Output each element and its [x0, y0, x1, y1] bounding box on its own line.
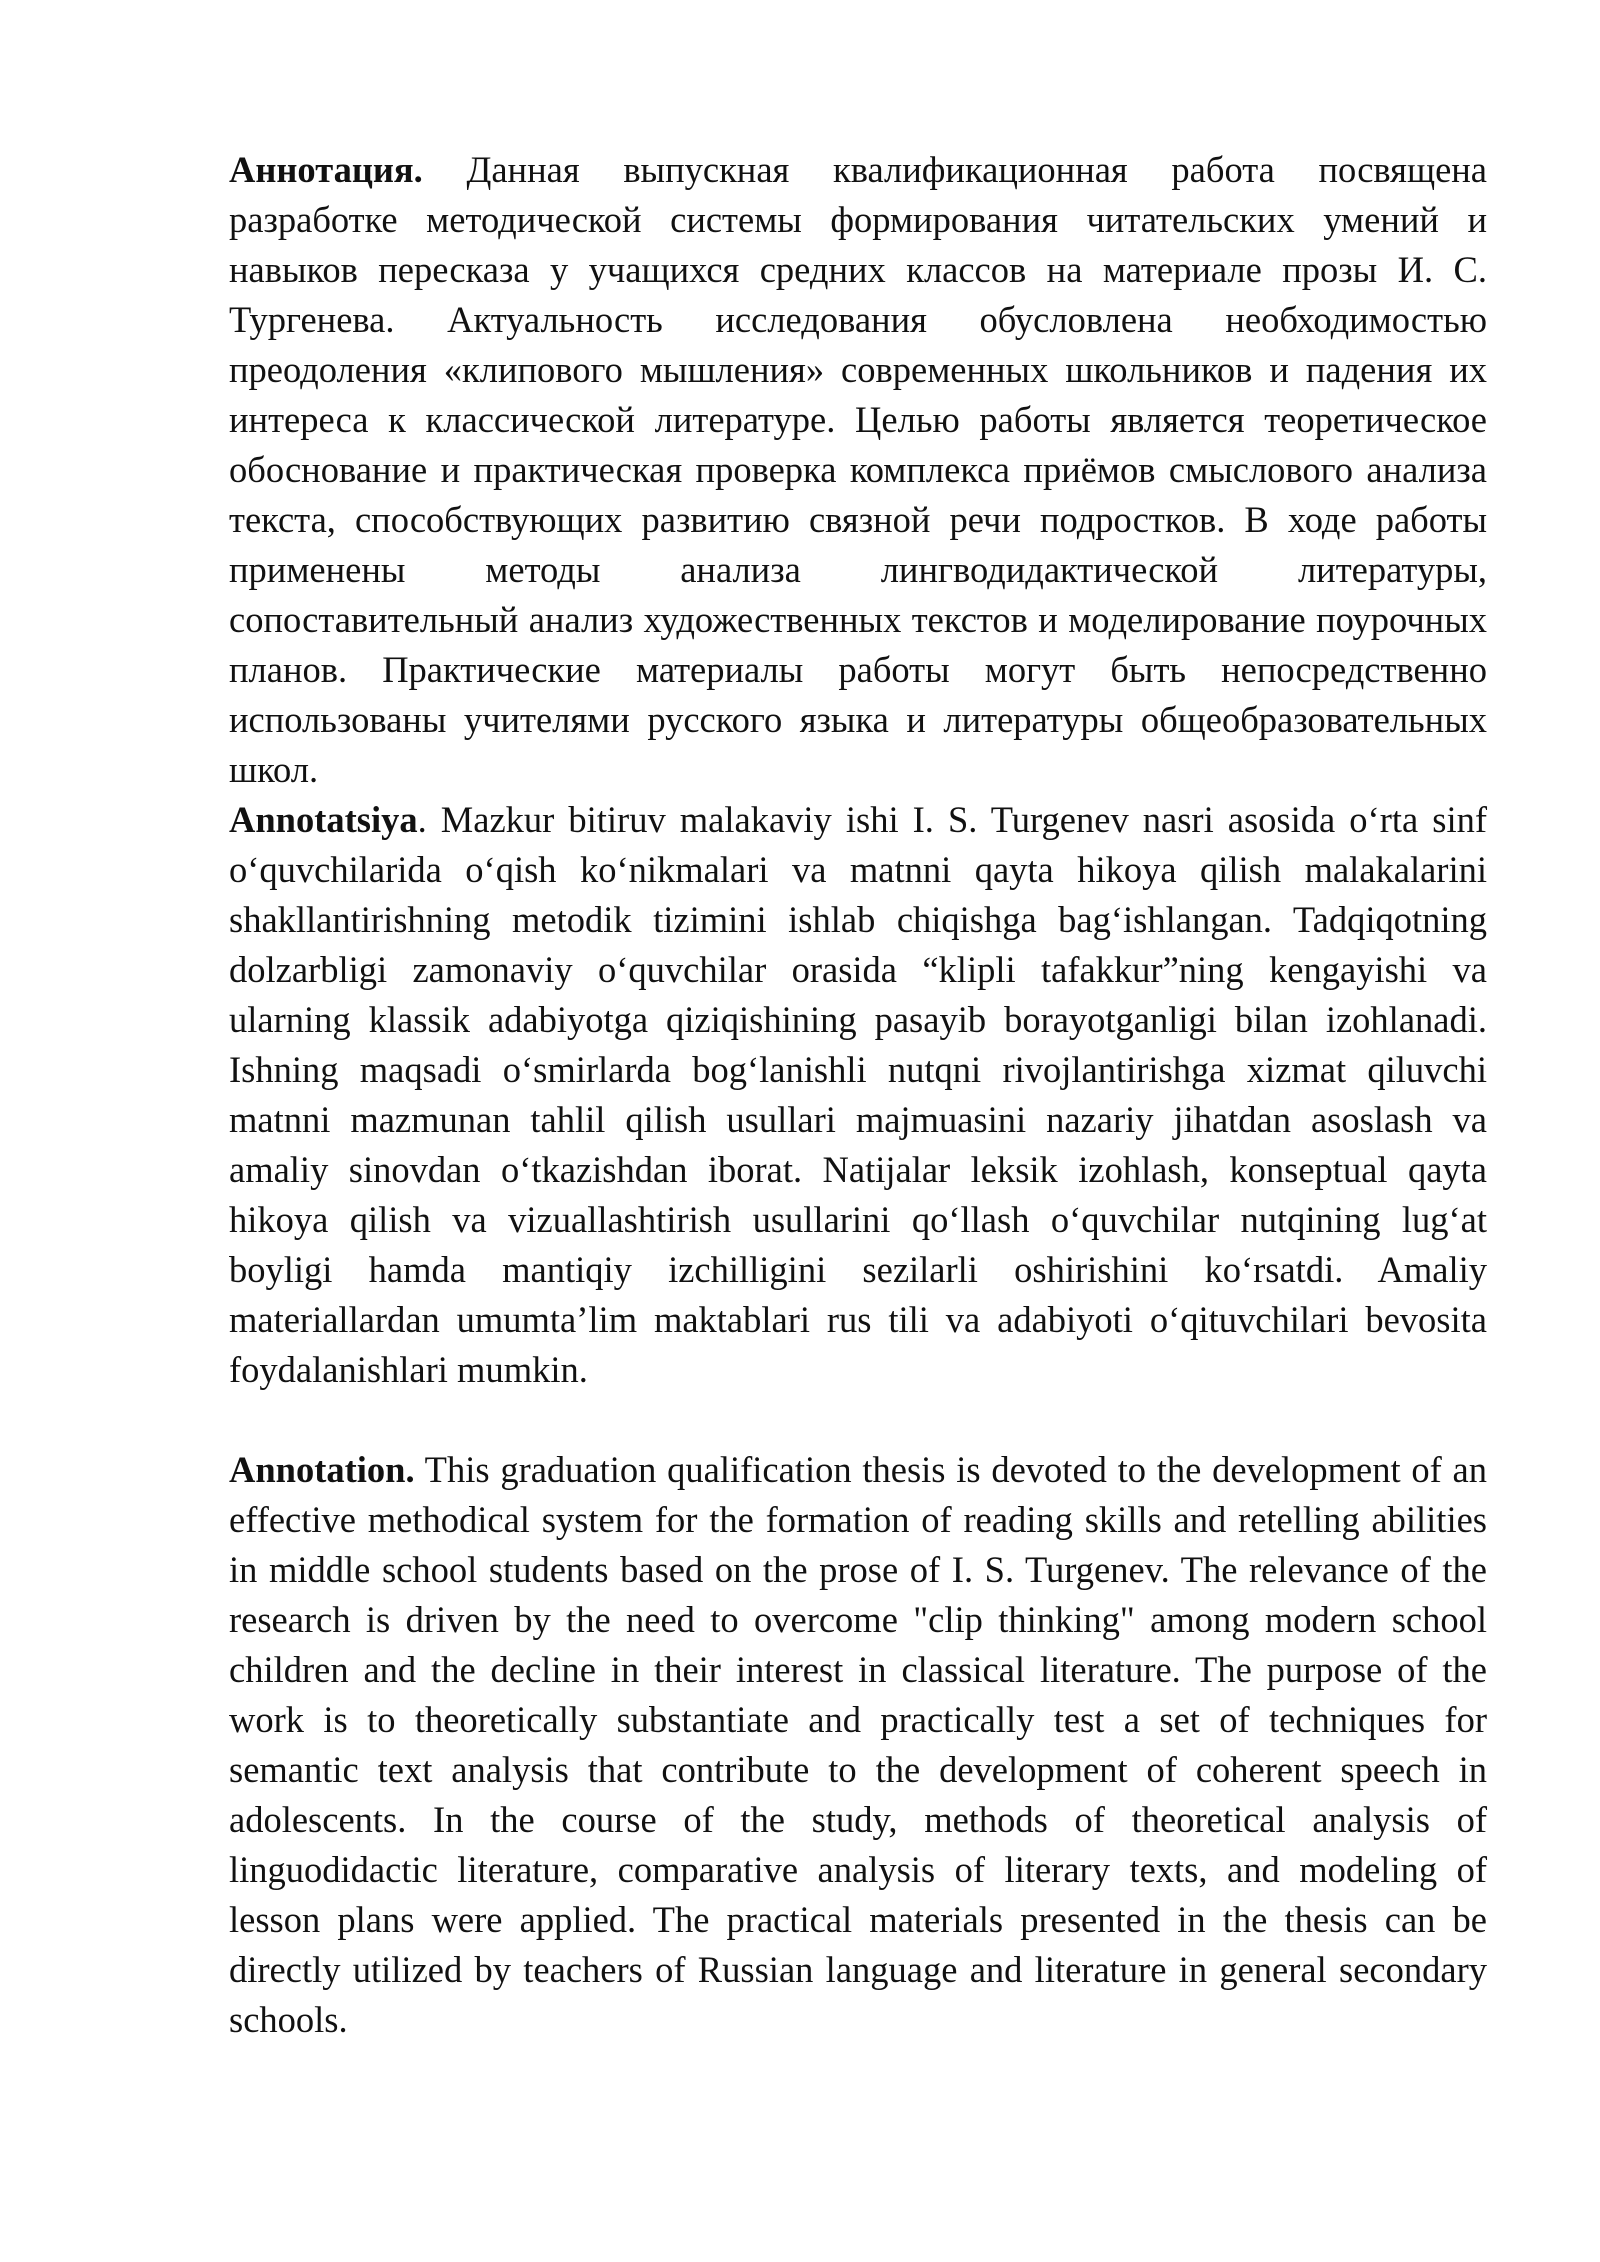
annotation-uzbek: [229, 795, 1487, 1395]
document-page: [229, 145, 1487, 2045]
annotation-english-heading: Annotation.: [229, 1449, 415, 1490]
annotation-russian: [229, 145, 1487, 795]
annotation-english: [229, 1445, 1487, 2045]
annotation-uzbek-heading: Annotatsiya: [229, 799, 418, 840]
paragraph-gap: [229, 1395, 1487, 1445]
annotation-uzbek-text: . Mazkur bitiruv malakaviy ishi I. S. Turgenev nasri asosida o‘rta sinf o‘quvchilarida o‘qish ko‘nikmalari va matnni qayta hikoya qilish malakalarini shakllantirishning metodik tizimini ishlab chiqishga bag‘ishlangan. Tadqiqotning dolzarbligi zamonaviy o‘quvchilar orasida “klipli tafakkur”ning kengayishi va ularning klassik adabiyotga qiziqishining pasayib borayotganligi bilan izohlanadi. Ishning maqsadi o‘smirlarda bog‘lanishli nutqni rivojlantirishga xizmat qiluvchi matnni mazmunan tahlil qilish usullari majmuasini nazariy jihatdan asoslash va amaliy sinovdan o‘tkazishdan iborat. Natijalar leksik izohlash, konseptual qayta hikoya qilish va vizuallashtirish usullarini qo‘llash o‘quvchilar nutqining lug‘at boyligi hamda mantiqiy izchilligini sezilarli oshirishini ko‘rsatdi. Amaliy materiallardan umumta’lim maktablari rus tili va adabiyoti o‘qituvchilari bevosita foydalanishlari mumkin.: [229, 799, 1487, 1390]
annotation-russian-heading: Аннотация.: [229, 149, 423, 190]
annotation-english-text: This graduation qualification thesis is devoted to the development of an effective methodical system for the formation of reading skills and retelling abilities in middle school students based on the prose of I. S. Turgenev. The relevance of the research is driven by the need to overcome "clip thinking" among modern school children and the decline in their interest in classical literature. The purpose of the work is to theoretically substantiate and practically test a set of techniques for semantic text analysis that contribute to the development of coherent speech in adolescents. In the course of the study, methods of theoretical analysis of linguodidactic literature, comparative analysis of literary texts, and modeling of lesson plans were applied. The practical materials presented in the thesis can be directly utilized by teachers of Russian language and literature in general secondary schools.: [229, 1449, 1487, 2040]
annotation-russian-text: Данная выпускная квалификационная работа посвящена разработке методической системы формирования читательских умений и навыков пересказа у учащихся средних классов на материале прозы И. С. Тургенева. Актуальность исследования обусловлена необходимостью преодоления «клипового мышления» современных школьников и падения их интереса к классической литературе. Целью работы является теоретическое обоснование и практическая проверка комплекса приёмов смыслового анализа текста, способствующих развитию связной речи подростков. В ходе работы применены методы анализа лингводидактической литературы, сопоставительный анализ художественных текстов и моделирование поурочных планов. Практические материалы работы могут быть непосредственно использованы учителями русского языка и литературы общеобразовательных школ.: [229, 149, 1487, 790]
